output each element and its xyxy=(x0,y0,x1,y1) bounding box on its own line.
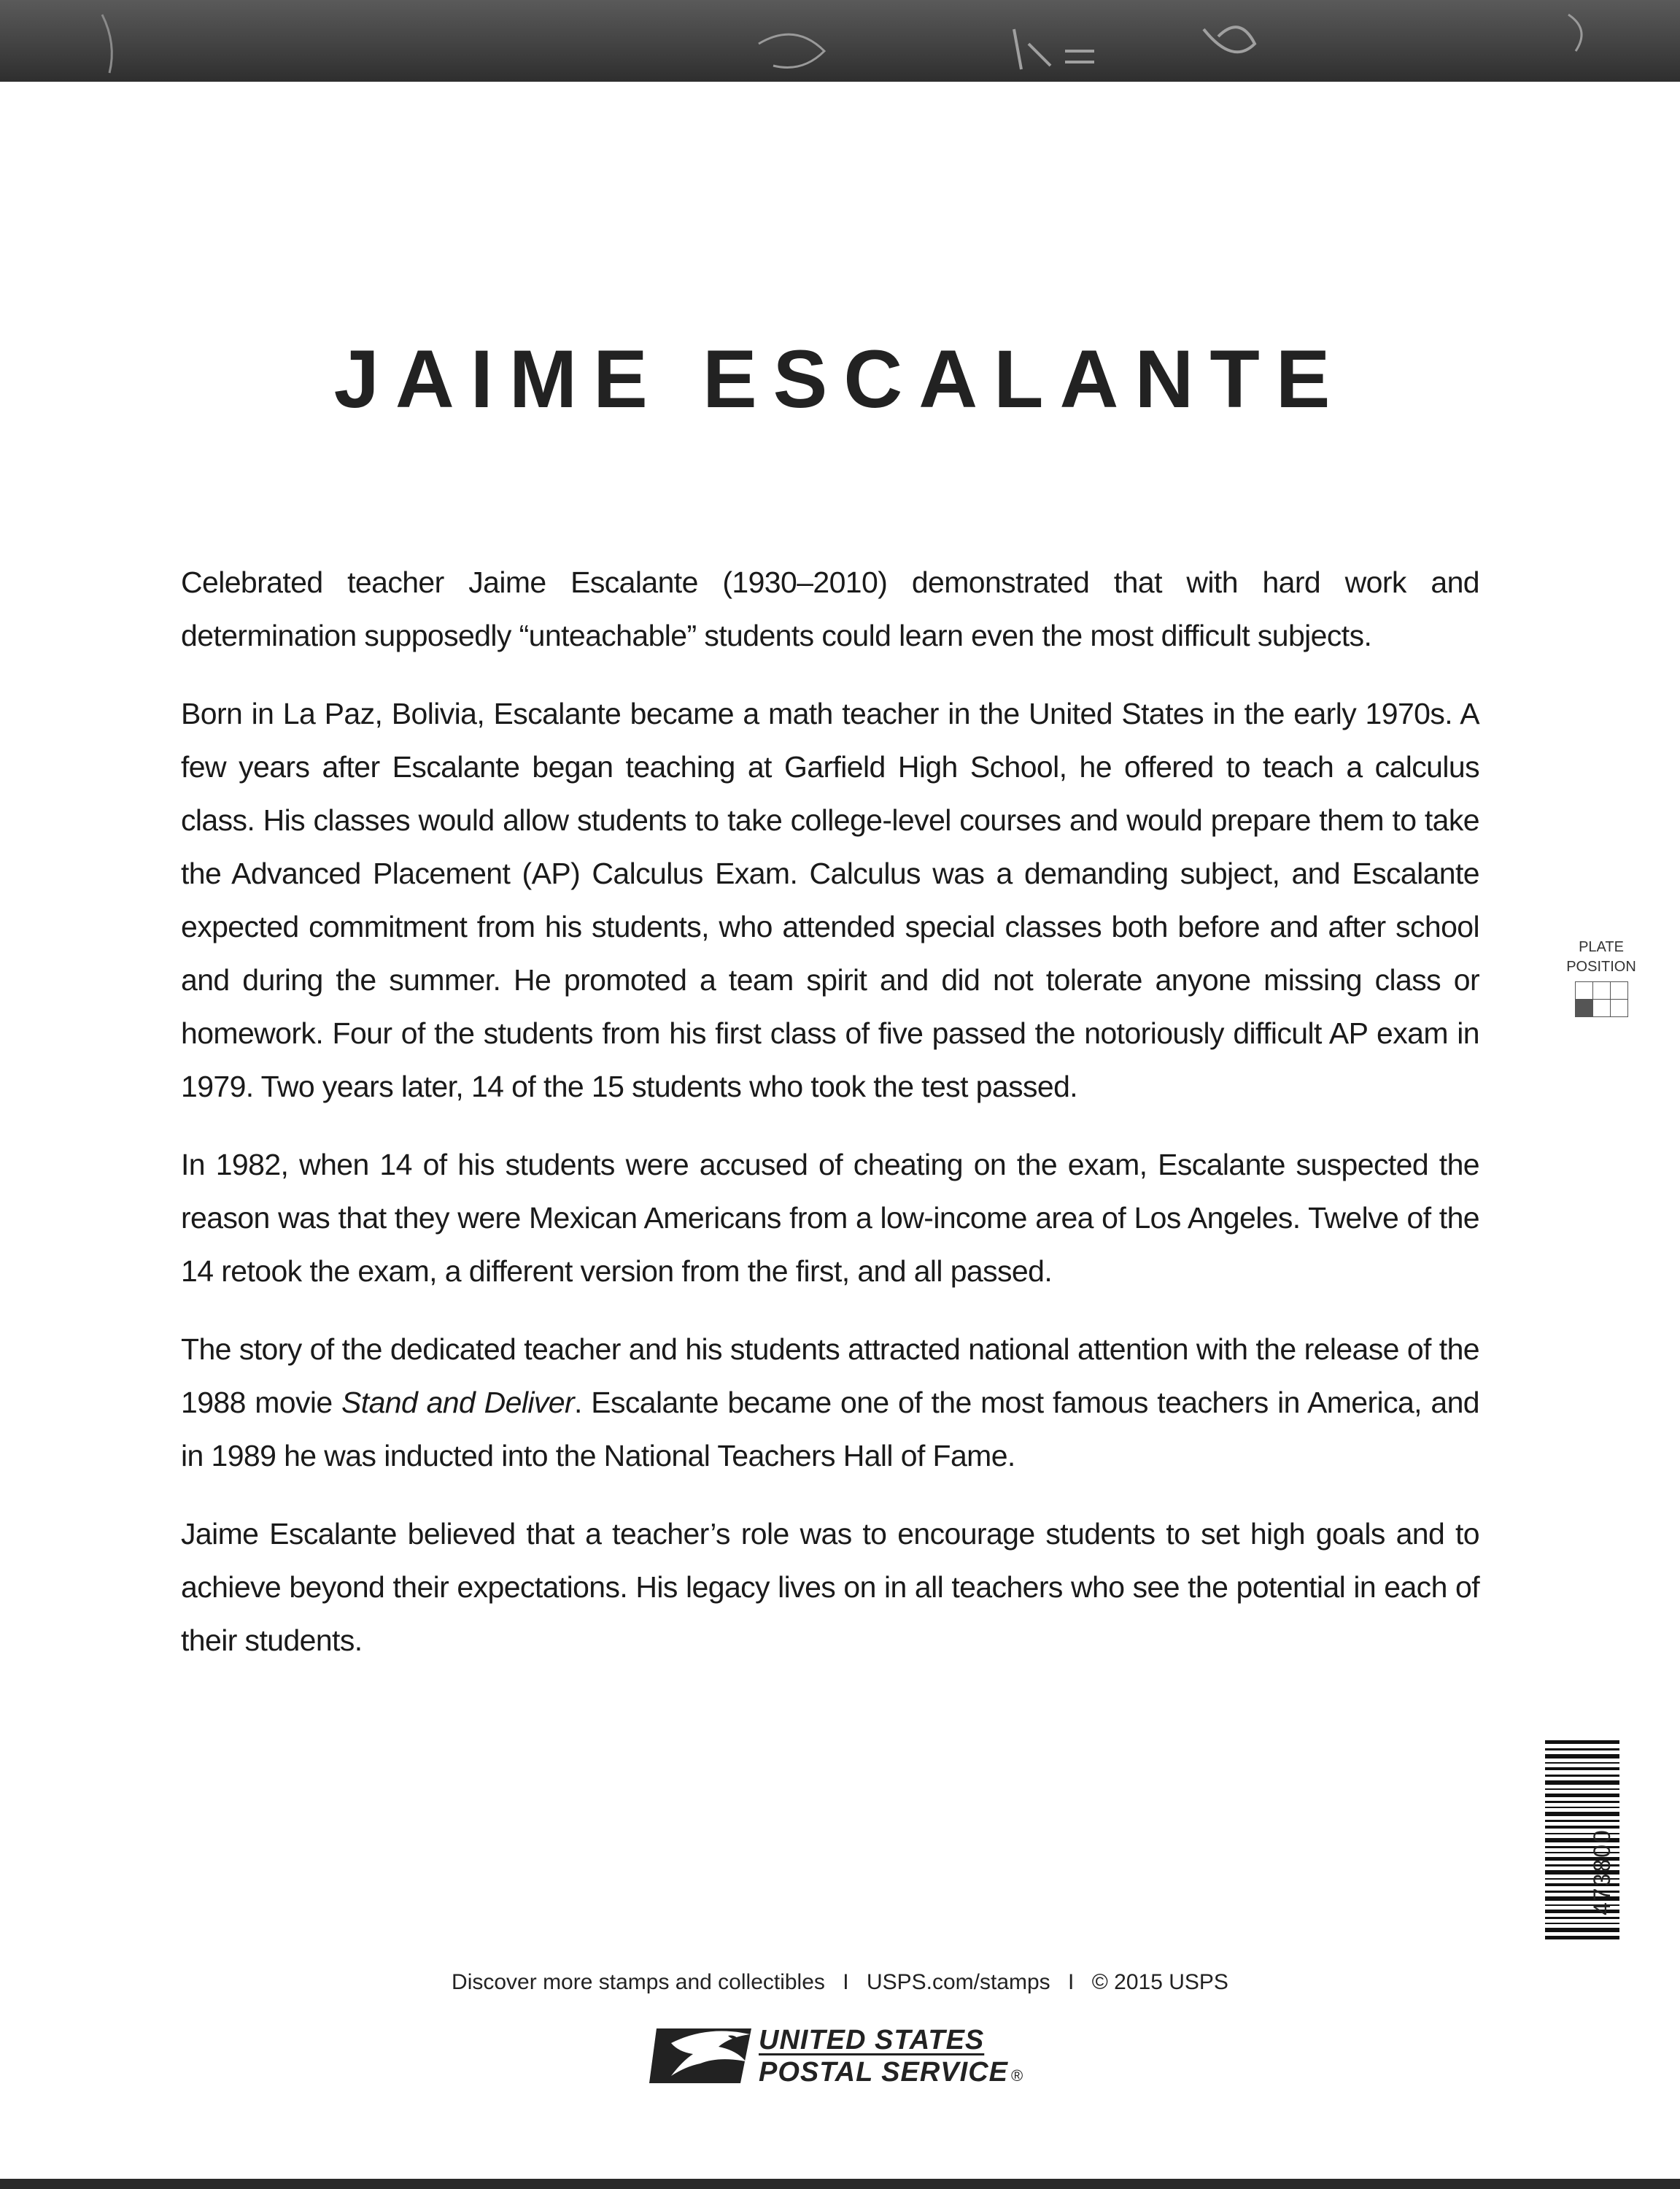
footer-copyright: © 2015 USPS xyxy=(1091,1970,1228,1994)
barcode-number: 473800 xyxy=(1589,1829,1615,1915)
usps-wordmark xyxy=(759,2024,1023,2092)
paragraph: Born in La Paz, Bolivia, Escalante became a math teacher in the United States in the early 1970s. A few years after Escalante began teaching at Garfield High School, he offered to teach a calculus class. His classes would allow students to take college-level courses and would prepare them to take the Advanced Placement (AP) Calculus Exam. Calculus was a demanding subject, and Escalante expected commitment from his students, who attended special classes both before and after school and during the summer. He promoted a team spirit and did not tolerate anyone missing class or homework. Four of the students from his first class of five passed the notoriously difficult AP exam in 1979. Two years later, 14 of the 15 students who took the test passed. xyxy=(181,697,1479,1103)
usps-logo xyxy=(649,2021,1029,2101)
paragraph: In 1982, when 14 of his students were accused of cheating on the exam, Escalante suspected the reason was that they were Mexican Americans from a low-income area of Los Angeles. Twelve of the 14 retook the exam, a different version from the first, and all passed. xyxy=(181,1148,1479,1288)
bottom-edge-band xyxy=(0,2179,1680,2189)
logo-line-2-text: POSTAL SERVICE xyxy=(759,2057,1008,2088)
footer-url-link[interactable]: USPS.com/stamps xyxy=(866,1970,1050,1994)
plate-label: PLATE xyxy=(1579,939,1624,955)
page-title: JAIME ESCALANTE xyxy=(333,333,1347,425)
paragraph-text: . Escalante became one of the most famous teachers in America, and in 1989 he was inducted into the National Teachers Hall of Fame. xyxy=(181,1386,1479,1472)
footer-separator: I xyxy=(843,1970,849,1994)
eagle-logo-icon xyxy=(649,2021,755,2090)
paragraph: Celebrated teacher Jaime Escalante (1930–2010) demonstrated that with hard work and determination supposedly “unteachable” students could learn even the most difficult subjects. xyxy=(181,565,1479,652)
registered-mark: ® xyxy=(1011,2066,1024,2085)
plate-grid-icon xyxy=(1575,981,1628,1017)
movie-title: Stand and Deliver xyxy=(341,1386,575,1419)
paragraph xyxy=(181,1323,1479,1483)
biography-text xyxy=(181,556,1479,1692)
logo-line-1: UNITED STATES xyxy=(759,2025,985,2055)
footer-separator: I xyxy=(1068,1970,1075,1994)
header-chalkboard-band xyxy=(0,0,1680,82)
chalk-marks-decoration xyxy=(0,0,1680,82)
paragraph: Jaime Escalante believed that a teacher’s role was to encourage students to set high goals and to achieve beyond their expectations. His legacy lives on in all teachers who see the potential in each of their students. xyxy=(181,1517,1479,1657)
plate-label: POSITION xyxy=(1566,959,1636,975)
footer-info xyxy=(0,1970,1680,1995)
footer-discover-text: Discover more stamps and collectibles xyxy=(452,1970,825,1994)
paragraph-text: The story of the dedicated teacher and his students attracted national attention with the release of the 1988 movie xyxy=(181,1332,1479,1419)
logo-line-2 xyxy=(759,2056,1023,2092)
plate-position xyxy=(1561,938,1641,1017)
